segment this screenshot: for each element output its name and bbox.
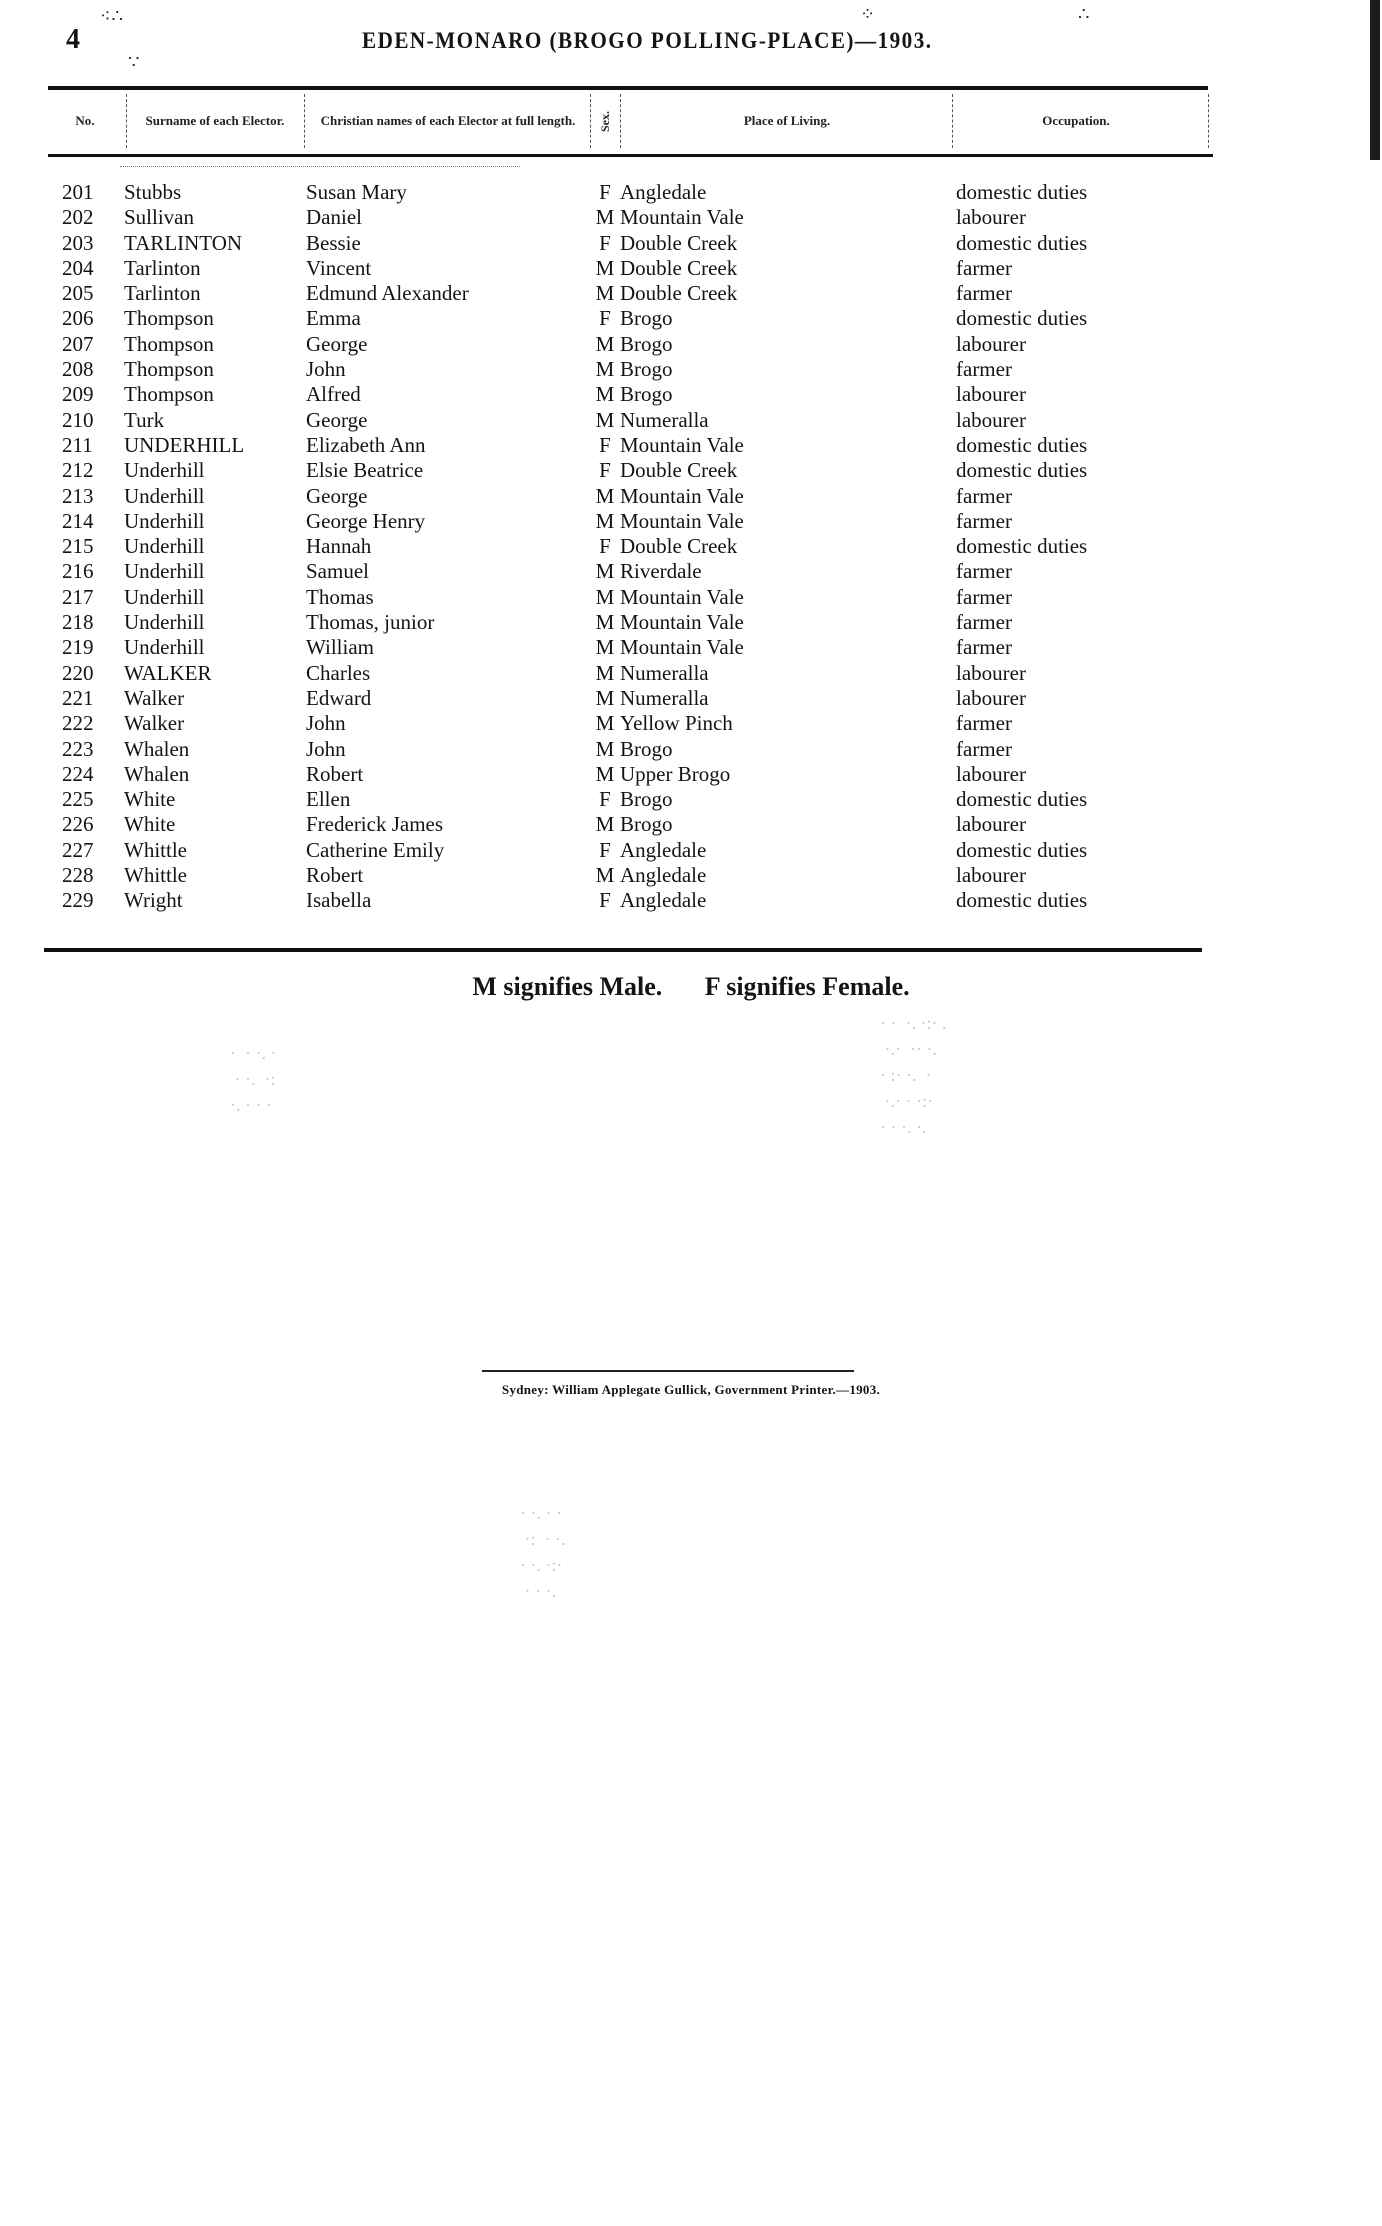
elector-christian-names: Elizabeth Ann xyxy=(306,432,426,457)
dotted-rule xyxy=(120,166,520,168)
elector-row xyxy=(48,382,1218,407)
elector-christian-names: Bessie xyxy=(306,230,361,255)
column-divider xyxy=(1208,94,1210,148)
elector-number: 215 xyxy=(62,534,94,559)
elector-surname: Walker xyxy=(124,685,185,710)
elector-surname: Walker xyxy=(124,711,185,736)
elector-surname: Thompson xyxy=(124,331,214,356)
show-through-texture: · · ·. ·:· . ·.· ·· ·. · :· ·. · ·.· · ·:· · · ·. ·. xyxy=(880,1013,947,1137)
col-header-occupation: Occupation. xyxy=(1042,113,1110,128)
page-number: 4 xyxy=(66,24,80,55)
elector-christian-names: George Henry xyxy=(306,508,426,533)
col-header-sex xyxy=(592,90,618,152)
page-edge-shadow xyxy=(1370,0,1380,160)
elector-sex: M xyxy=(595,281,615,306)
elector-number: 225 xyxy=(62,787,94,812)
elector-number: 221 xyxy=(62,685,94,710)
elector-row xyxy=(48,256,1218,281)
elector-christian-names: John xyxy=(306,357,346,382)
elector-christian-names: Charles xyxy=(306,660,371,685)
elector-sex: F xyxy=(599,230,611,255)
elector-christian-names: Frederick James xyxy=(306,812,444,837)
elector-place: Double Creek xyxy=(620,281,738,306)
elector-number: 219 xyxy=(62,635,94,660)
elector-surname: Thompson xyxy=(124,306,214,331)
elector-surname: Stubbs xyxy=(124,180,182,204)
elector-number: 228 xyxy=(62,863,94,888)
col-header-place: Place of Living. xyxy=(743,113,831,128)
elector-surname: Underhill xyxy=(124,610,205,635)
elector-row xyxy=(48,635,1218,660)
elector-occupation: domestic duties xyxy=(956,432,1088,457)
elector-number: 227 xyxy=(62,837,94,862)
elector-surname: Whalen xyxy=(124,736,190,761)
elector-row xyxy=(48,433,1218,458)
elector-sex: F xyxy=(599,888,611,913)
elector-place: Angledale xyxy=(620,837,707,862)
elector-christian-names: Robert xyxy=(306,761,364,786)
col-header-no: No. xyxy=(75,113,95,128)
elector-sex: F xyxy=(599,837,611,862)
elector-row xyxy=(48,711,1218,736)
elector-occupation: labourer xyxy=(956,685,1026,710)
elector-place: Riverdale xyxy=(620,559,702,584)
elector-occupation: domestic duties xyxy=(956,230,1088,255)
elector-number: 207 xyxy=(62,331,94,356)
elector-surname: White xyxy=(124,787,176,812)
elector-row xyxy=(48,888,1218,913)
elector-occupation: labourer xyxy=(956,660,1026,685)
legend-male: M signifies Male. xyxy=(472,972,663,1001)
elector-surname: Thompson xyxy=(124,382,214,407)
elector-sex: M xyxy=(595,761,615,786)
elector-occupation: labourer xyxy=(956,863,1026,888)
elector-surname: Underhill xyxy=(124,534,205,559)
elector-occupation: labourer xyxy=(956,331,1026,356)
elector-place: Mountain Vale xyxy=(620,483,744,508)
elector-row xyxy=(48,484,1218,509)
elector-sex: M xyxy=(595,357,615,382)
elector-number: 226 xyxy=(62,812,94,837)
elector-list xyxy=(48,180,1218,914)
show-through-texture: · · ·. · · ·. ·: ·. · · · xyxy=(230,1043,277,1115)
elector-sex: F xyxy=(599,432,611,457)
elector-occupation: labourer xyxy=(956,407,1026,432)
elector-place: Mountain Vale xyxy=(620,610,744,635)
elector-row xyxy=(48,686,1218,711)
elector-occupation: labourer xyxy=(956,205,1026,230)
elector-christian-names: Samuel xyxy=(306,559,369,584)
elector-row xyxy=(48,408,1218,433)
column-divider xyxy=(952,94,954,148)
elector-place: Brogo xyxy=(620,331,673,356)
elector-number: 224 xyxy=(62,761,94,786)
elector-number: 229 xyxy=(62,888,94,913)
elector-place: Numeralla xyxy=(620,407,709,432)
elector-row xyxy=(48,559,1218,584)
elector-surname: Tarlinton xyxy=(124,281,201,306)
elector-place: Angledale xyxy=(620,888,707,913)
elector-number: 220 xyxy=(62,660,94,685)
elector-sex: M xyxy=(595,711,615,736)
elector-row xyxy=(48,838,1218,863)
elector-occupation: farmer xyxy=(956,610,1012,635)
elector-christian-names: William xyxy=(306,635,374,660)
elector-sex: M xyxy=(595,331,615,356)
elector-surname: Turk xyxy=(124,407,165,432)
col-header-christian: Christian names of each Elector at full length. xyxy=(320,113,576,128)
page-header xyxy=(62,22,1212,62)
elector-number: 205 xyxy=(62,281,94,306)
elector-number: 213 xyxy=(62,483,94,508)
elector-sex: F xyxy=(599,306,611,331)
column-divider xyxy=(620,94,622,148)
elector-surname: TARLINTON xyxy=(124,230,243,255)
elector-christian-names: Elsie Beatrice xyxy=(306,458,424,483)
elector-christian-names: Vincent xyxy=(306,255,372,280)
column-header-rule xyxy=(48,154,1213,157)
elector-row xyxy=(48,863,1218,888)
ink-speck: ⁘ xyxy=(860,4,877,24)
elector-place: Brogo xyxy=(620,736,673,761)
elector-row xyxy=(48,787,1218,812)
elector-number: 223 xyxy=(62,736,94,761)
elector-row xyxy=(48,534,1218,559)
printer-imprint: Sydney: William Applegate Gullick, Government Printer.—1903. xyxy=(501,1382,881,1397)
elector-sex: M xyxy=(595,736,615,761)
elector-place: Angledale xyxy=(620,863,707,888)
elector-occupation: domestic duties xyxy=(956,837,1088,862)
elector-number: 218 xyxy=(62,610,94,635)
elector-christian-names: Alfred xyxy=(306,382,361,407)
column-headers xyxy=(48,90,1213,154)
elector-row xyxy=(48,737,1218,762)
page-title: EDEN-MONARO (BROGO POLLING-PLACE)—1903. xyxy=(362,28,933,53)
elector-number: 202 xyxy=(62,205,94,230)
elector-surname: Underhill xyxy=(124,559,205,584)
column-divider xyxy=(126,94,128,148)
elector-row xyxy=(48,585,1218,610)
elector-sex: M xyxy=(595,559,615,584)
elector-sex: M xyxy=(595,660,615,685)
elector-row xyxy=(48,332,1218,357)
elector-occupation: farmer xyxy=(956,255,1012,280)
elector-sex: M xyxy=(595,812,615,837)
elector-surname: Whalen xyxy=(124,761,190,786)
elector-occupation: domestic duties xyxy=(956,458,1088,483)
elector-sex: F xyxy=(599,787,611,812)
sex-legend xyxy=(0,972,1382,1002)
elector-row xyxy=(48,357,1218,382)
column-divider xyxy=(304,94,306,148)
elector-number: 210 xyxy=(62,407,94,432)
elector-row xyxy=(48,812,1218,837)
elector-number: 214 xyxy=(62,508,94,533)
elector-christian-names: Hannah xyxy=(306,534,372,559)
elector-number: 211 xyxy=(62,432,93,457)
elector-sex: M xyxy=(595,685,615,710)
elector-place: Mountain Vale xyxy=(620,432,744,457)
elector-row xyxy=(48,306,1218,331)
footer-rule xyxy=(44,948,1202,952)
elector-christian-names: George xyxy=(306,331,368,356)
elector-sex: M xyxy=(595,863,615,888)
elector-surname: UNDERHILL xyxy=(124,432,245,457)
legend-female: F signifies Female. xyxy=(704,972,910,1001)
elector-row xyxy=(48,509,1218,534)
elector-place: Mountain Vale xyxy=(620,635,744,660)
elector-place: Brogo xyxy=(620,306,673,331)
elector-place: Mountain Vale xyxy=(620,508,744,533)
elector-surname: Whittle xyxy=(124,837,187,862)
elector-place: Yellow Pinch xyxy=(620,711,733,736)
elector-number: 212 xyxy=(62,458,94,483)
elector-number: 208 xyxy=(62,357,94,382)
elector-christian-names: Ellen xyxy=(306,787,351,812)
elector-surname: Underhill xyxy=(124,483,205,508)
elector-christian-names: John xyxy=(306,711,346,736)
elector-christian-names: Emma xyxy=(306,306,361,331)
elector-sex: M xyxy=(595,205,615,230)
elector-occupation: domestic duties xyxy=(956,534,1088,559)
elector-row xyxy=(48,281,1218,306)
elector-occupation: farmer xyxy=(956,483,1012,508)
elector-row xyxy=(48,231,1218,256)
elector-number: 203 xyxy=(62,230,94,255)
elector-surname: Underhill xyxy=(124,458,205,483)
elector-number: 222 xyxy=(62,711,94,736)
elector-number: 217 xyxy=(62,584,94,609)
elector-number: 216 xyxy=(62,559,94,584)
show-through-texture: · ·. · · ·: · ·. · ·. ·:· · · ·. xyxy=(520,1503,566,1601)
elector-sex: F xyxy=(599,180,611,204)
elector-row xyxy=(48,610,1218,635)
elector-surname: Underhill xyxy=(124,584,205,609)
elector-occupation: domestic duties xyxy=(956,180,1088,204)
elector-occupation: domestic duties xyxy=(956,787,1088,812)
elector-sex: M xyxy=(595,407,615,432)
elector-sex: M xyxy=(595,610,615,635)
elector-christian-names: Thomas, junior xyxy=(306,610,435,635)
elector-occupation: farmer xyxy=(956,281,1012,306)
elector-row xyxy=(48,661,1218,686)
elector-christian-names: Edmund Alexander xyxy=(306,281,469,306)
elector-row xyxy=(48,180,1218,205)
ink-speck: ∴ xyxy=(1078,4,1091,24)
elector-row xyxy=(48,458,1218,483)
elector-place: Double Creek xyxy=(620,458,738,483)
elector-surname: Underhill xyxy=(124,635,205,660)
elector-occupation: labourer xyxy=(956,812,1026,837)
ink-speck: ∵ xyxy=(128,52,141,72)
elector-occupation: farmer xyxy=(956,711,1012,736)
elector-number: 204 xyxy=(62,255,94,280)
elector-place: Double Creek xyxy=(620,255,738,280)
elector-occupation: farmer xyxy=(956,635,1012,660)
elector-surname: Thompson xyxy=(124,357,214,382)
elector-place: Mountain Vale xyxy=(620,205,744,230)
elector-place: Numeralla xyxy=(620,685,709,710)
elector-christian-names: Daniel xyxy=(306,205,362,230)
elector-christian-names: Susan Mary xyxy=(306,180,407,204)
elector-sex: M xyxy=(595,255,615,280)
col-header-surname: Surname of each Elector. xyxy=(145,113,285,128)
imprint-rule xyxy=(482,1370,854,1372)
elector-occupation: farmer xyxy=(956,736,1012,761)
elector-christian-names: George xyxy=(306,483,368,508)
elector-christian-names: Robert xyxy=(306,863,364,888)
elector-place: Numeralla xyxy=(620,660,709,685)
elector-christian-names: Isabella xyxy=(306,888,372,913)
elector-sex: M xyxy=(595,382,615,407)
elector-christian-names: Catherine Emily xyxy=(306,837,445,862)
elector-surname: White xyxy=(124,812,176,837)
elector-place: Mountain Vale xyxy=(620,584,744,609)
elector-occupation: domestic duties xyxy=(956,306,1088,331)
elector-place: Double Creek xyxy=(620,534,738,559)
elector-number: 209 xyxy=(62,382,94,407)
elector-surname: Underhill xyxy=(124,508,205,533)
elector-occupation: labourer xyxy=(956,761,1026,786)
elector-occupation: farmer xyxy=(956,357,1012,382)
elector-occupation: farmer xyxy=(956,559,1012,584)
elector-surname: Wright xyxy=(124,888,183,913)
elector-christian-names: George xyxy=(306,407,368,432)
col-header-sex-label: Sex. xyxy=(598,110,612,132)
elector-sex: F xyxy=(599,458,611,483)
elector-place: Brogo xyxy=(620,812,673,837)
elector-number: 206 xyxy=(62,306,94,331)
elector-sex: M xyxy=(595,483,615,508)
elector-place: Angledale xyxy=(620,180,707,204)
elector-place: Upper Brogo xyxy=(620,761,731,786)
elector-row xyxy=(48,762,1218,787)
elector-christian-names: Thomas xyxy=(306,584,374,609)
ink-speck: ⁖∴ xyxy=(100,6,124,26)
elector-surname: WALKER xyxy=(124,660,212,685)
elector-number: 201 xyxy=(62,180,94,204)
elector-sex: M xyxy=(595,508,615,533)
elector-place: Brogo xyxy=(620,357,673,382)
elector-place: Brogo xyxy=(620,382,673,407)
elector-row xyxy=(48,205,1218,230)
elector-surname: Sullivan xyxy=(124,205,195,230)
elector-occupation: farmer xyxy=(956,584,1012,609)
elector-sex: F xyxy=(599,534,611,559)
elector-place: Brogo xyxy=(620,787,673,812)
elector-occupation: farmer xyxy=(956,508,1012,533)
elector-surname: Tarlinton xyxy=(124,255,201,280)
elector-surname: Whittle xyxy=(124,863,187,888)
elector-christian-names: John xyxy=(306,736,346,761)
elector-occupation: labourer xyxy=(956,382,1026,407)
elector-sex: M xyxy=(595,635,615,660)
elector-place: Double Creek xyxy=(620,230,738,255)
elector-christian-names: Edward xyxy=(306,685,372,710)
elector-sex: M xyxy=(595,584,615,609)
elector-occupation: domestic duties xyxy=(956,888,1088,913)
